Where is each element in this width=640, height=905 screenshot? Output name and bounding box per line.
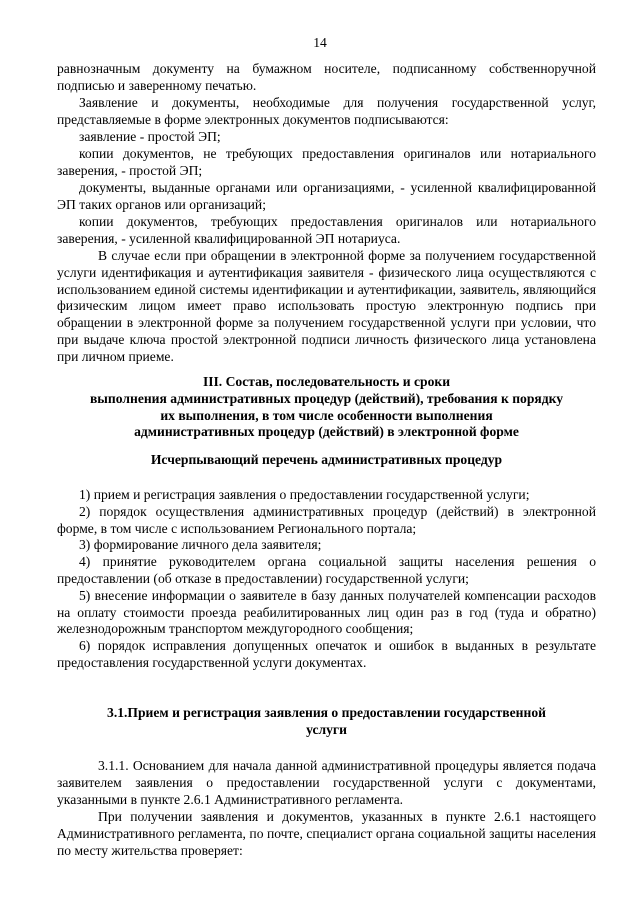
section-3-heading-line-3: их выполнения, в том числе особенности выполнения bbox=[160, 407, 493, 423]
procedures-list bbox=[57, 487, 596, 672]
list-item: 1) прием и регистрация заявления о предоставлении государственной услуги; bbox=[79, 487, 530, 502]
intro-item-copies-notary: копии документов, требующих предоставления оригиналов или нотариального заверения, - усиленной квалифицированной ЭП нотариуса. bbox=[57, 214, 596, 246]
intro-paragraph-1: равнозначным документу на бумажном носителе, подписанному собственноручной подписью и заверенному печатью. bbox=[57, 61, 596, 93]
section-3-1-paragraph-2: При получении заявления и документов, указанных в пункте 2.6.1 настоящего Административного регламента, по почте, специалист органа социальной защиты населения по месту жительства проверяет: bbox=[57, 809, 596, 858]
section-3-1-heading-line-1: 3.1.Прием и регистрация заявления о предоставлении государственной bbox=[107, 705, 546, 720]
section-3-heading-line-4: административных процедур (действий) в электронной форме bbox=[134, 424, 519, 440]
list-item: 2) порядок осуществления административных процедур (действий) в электронной форме, в том числе с использованием Регионального портала; bbox=[57, 503, 596, 536]
list-item: 3) формирование личного дела заявителя; bbox=[79, 537, 322, 553]
page-number: 14 bbox=[313, 35, 327, 50]
section-3-heading-line-2: выполнения административных процедур (действий), требования к порядку bbox=[89, 390, 564, 406]
section-3-heading bbox=[57, 374, 596, 441]
procedures-list-title: Исчерпывающий перечень административных процедур bbox=[150, 452, 503, 467]
intro-item-documents-qualified: документы, выданные органами или организациями, - усиленной квалифицированной ЭП таких органов или организаций; bbox=[57, 180, 596, 212]
intro-paragraph-2: Заявление и документы, необходимые для получения государственной услуг, представляемые в форме электронных документов подписываются: bbox=[57, 95, 596, 127]
section-3-heading-line-1: III. Состав, последовательность и сроки bbox=[202, 374, 451, 389]
intro-item-simple-ep: заявление - простой ЭП; bbox=[79, 129, 221, 144]
section-3-1-paragraph-1: 3.1.1. Основанием для начала данной административной процедуры является подача заявителем заявления о предоставлении государственной услуги с документами, указанными в пункте 2.6.1 Административного регламента. bbox=[57, 758, 596, 807]
intro-item-copies-simple: копии документов, не требующих предоставления оригиналов или нотариального заверения, - простой ЭП; bbox=[57, 146, 596, 178]
list-item: 5) внесение информации о заявителе в базу данных получателей компенсации расходов на оплату стоимости проезда реабилитированных лиц один раз в год (туда и обратно) железнодорожным транспортом междугородного сообщения; bbox=[57, 587, 596, 637]
section-3-1-heading bbox=[57, 705, 596, 739]
section-3-1-heading-line-2: услуги bbox=[306, 721, 347, 737]
intro-paragraph-identification: В случае если при обращении в электронной форме за получением государственной услуги идентификация и аутентификация заявителя - физического лица осуществляются с использованием единой системы идентификации и аутентификации, заявитель, являющийся физическим лицом имеет право использовать простую электронную подпись при обращении в электронной форме за получением государственной услуги при условии, что при выдаче ключа простой электронной подписи личность физического лица установлена при личном приеме. bbox=[57, 248, 596, 364]
list-item: 6) порядок исправления допущенных опечаток и ошибок в выданных в результате предоставления государственной услуги документах. bbox=[57, 638, 596, 670]
list-item: 4) принятие руководителем органа социальной защиты населения решения о предоставлении (об отказе в предоставлении) государственной услуги; bbox=[57, 554, 596, 586]
